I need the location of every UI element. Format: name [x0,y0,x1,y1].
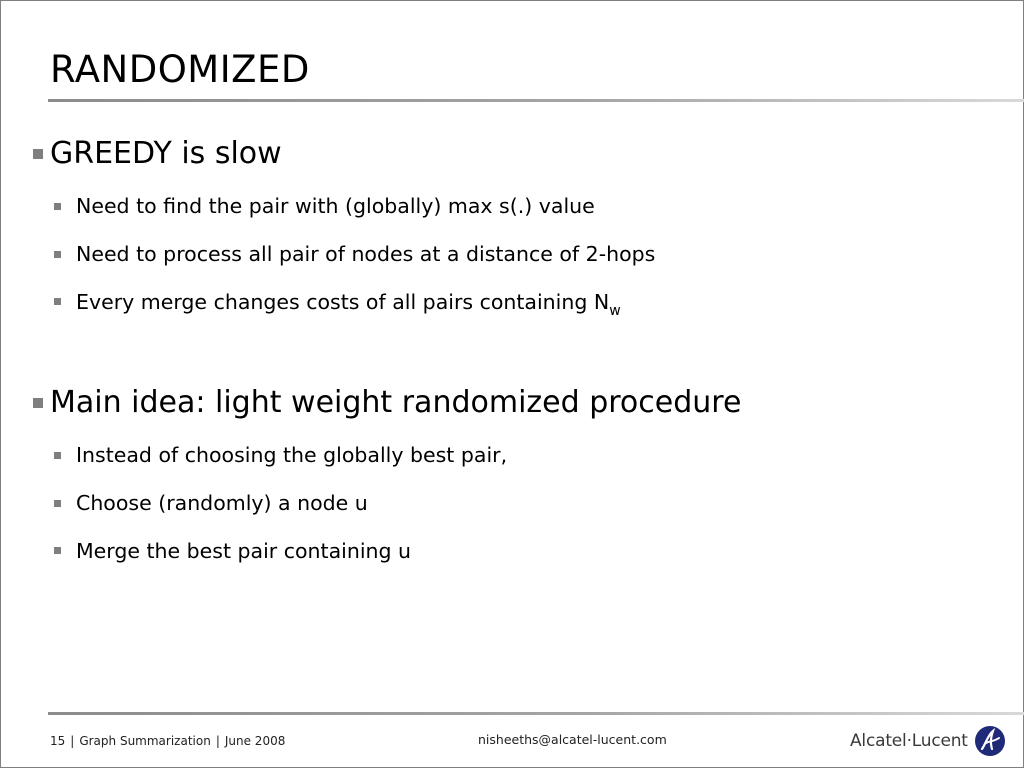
footer-email: nisheeths@alcatel-lucent.com [478,732,667,747]
sub-bullet-marker [54,203,61,210]
bullet-level1 [50,134,282,174]
bullet-text: Choose (randomly) a node u [76,491,368,515]
bullet-level2 [76,537,411,565]
slide-title: RANDOMIZED [50,48,310,91]
bullet-text: GREEDY is slow [50,136,282,171]
bullet-text: Merge the best pair containing u [76,539,412,563]
footer-separator: | [70,734,75,748]
sub-bullet-marker [54,452,61,459]
logo-text: Alcatel·Lucent [850,731,968,751]
bullet-level2 [76,288,621,325]
footer-separator: | [215,734,220,748]
bullet-level2 [76,489,368,517]
bullet-text: Need to process all pair of nodes at a distance of 2-hops [76,242,656,266]
sub-bullet-marker [54,500,61,507]
bullet-subscript: w [609,303,621,319]
bullet-level1 [50,383,741,423]
sub-bullet-marker [54,298,61,305]
presentation-title: Graph Summarization [79,734,211,748]
bullet-marker [33,398,43,408]
bullet-text: Need to find the pair with (globally) max s(.) value [76,194,595,218]
alcatel-lucent-logo-icon [974,725,1006,757]
bullet-text: Every merge changes costs of all pairs containing N [76,290,610,314]
bullet-level2 [76,441,507,469]
bullet-text: Instead of choosing the globally best pair, [76,443,508,467]
footer-rule [48,712,1024,715]
sub-bullet-marker [54,251,61,258]
title-underline [48,99,1024,102]
company-logo [850,724,1006,758]
page-number: 15 [50,734,66,748]
bullet-marker [33,149,43,159]
sub-bullet-marker [54,547,61,554]
bullet-text: Main idea: light weight randomized procedure [50,385,742,420]
footer-info [50,733,285,749]
bullet-level2 [76,240,655,268]
bullet-level2 [76,192,595,220]
presentation-date: June 2008 [224,734,286,748]
